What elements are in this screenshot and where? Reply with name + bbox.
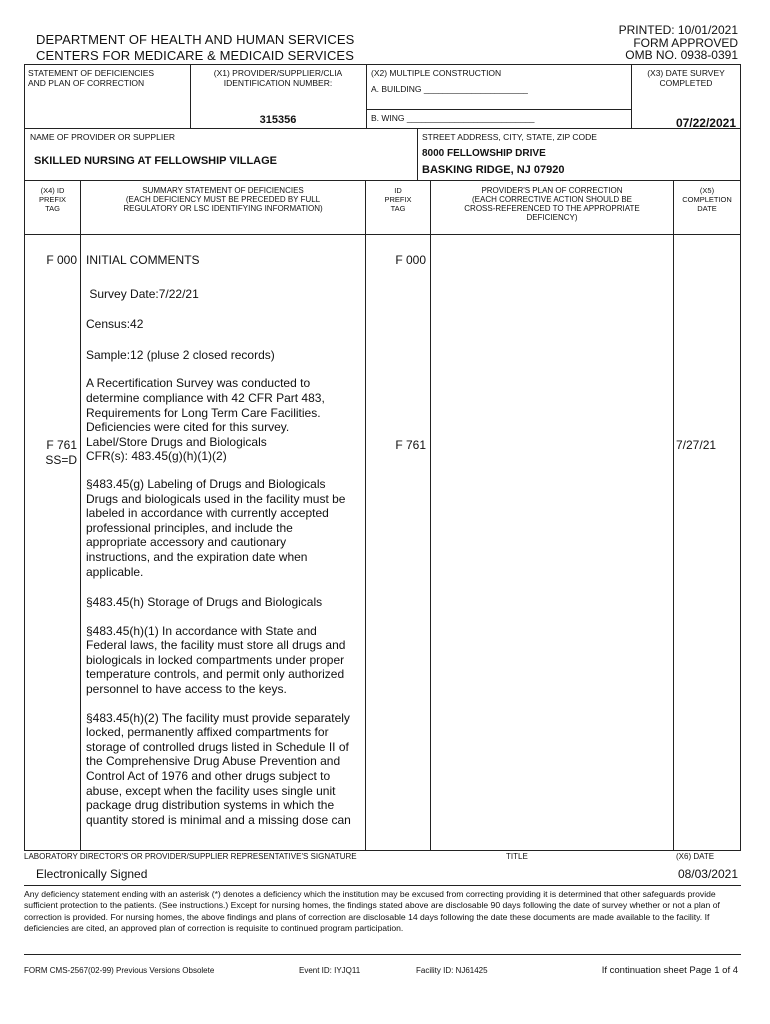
address-label: STREET ADDRESS, CITY, STATE, ZIP CODE	[422, 132, 597, 142]
regulation-g: §483.45(g) Labeling of Drugs and Biologicals Drugs and biologicals used in the facility must be labeled in accordance with currently accepted professional principles, and include the appropriate accessory and cautionary instructions, and the expiration date when applicable.	[86, 476, 346, 579]
omb-number: OMB NO. 0938-0391	[625, 48, 738, 62]
facility-id: Facility ID: NJ61425	[416, 966, 488, 975]
tag-f761: F 761	[46, 438, 77, 452]
summary-text	[86, 253, 364, 842]
department-title: DEPARTMENT OF HEALTH AND HUMAN SERVICES	[36, 32, 355, 47]
cfr-reference: CFR(s): 483.45(g)(h)(1)(2)	[86, 449, 227, 464]
initial-comments-heading: INITIAL COMMENTS	[86, 253, 200, 267]
regulation-h1: §483.45(h)(1) In accordance with State and Federal laws, the facility must store all drugs and biologicals in locked compartments under proper temperature controls, and permit only authorized personnel to have access to the keys.	[86, 623, 346, 697]
provider-id-number: 315356	[259, 114, 297, 126]
provider-name-label: NAME OF PROVIDER OR SUPPLIER	[30, 132, 175, 142]
x5-header: (X5) COMPLETION DATE	[682, 186, 732, 213]
provider-name: SKILLED NURSING AT FELLOWSHIP VILLAGE	[34, 155, 278, 167]
address-line-1: 8000 FELLOWSHIP DRIVE	[422, 148, 546, 159]
survey-date: Survey Date:7/22/21	[86, 286, 199, 301]
building-field: A. BUILDING ______________________	[371, 84, 528, 94]
regulation-h2: §483.45(h)(2) The facility must provide separately locked, permanently affixed compartments for storage of controlled drugs listed in Schedule II of the Comprehensive Drug Abuse Prevention and Control Act of 1976 and other drugs subject to abuse, except when the facility uses single unit package drug distribution systems in which the quantity stored is minimal and a missing dose can	[86, 710, 351, 827]
plan-header: PROVIDER'S PLAN OF CORRECTION (EACH CORRECTIVE ACTION SHOULD BE CROSS-REFERENCED TO THE APPROPRIATE DEFICIENCY)	[464, 186, 640, 222]
label-store-heading: Label/Store Drugs and Biologicals	[86, 434, 267, 449]
event-id: Event ID: IYJQ11	[299, 966, 361, 975]
x3-label: (X3) DATE SURVEY COMPLETED	[647, 68, 725, 88]
address-line-2: BASKING RIDGE, NJ 07920	[422, 164, 565, 176]
disclaimer-footnote: Any deficiency statement ending with an asterisk (*) denotes a deficiency which the institution may be excused from correcting providing it is determined that other safeguards provide sufficient protection to the patients. (See instructions.) Except for nursing homes, the findings stated above are disclosable 90 days following the date of survey whether or not a plan of correction is provided. For nursing homes, the above findings and plans of correction are disclosable 14 days following the date these documents are made available to the facility. If deficiencies are cited, an approved plan of correction is requisite to continued program participation.	[24, 889, 720, 934]
date-label: (X6) DATE	[676, 852, 715, 861]
survey-completed-date: 07/22/2021	[675, 116, 736, 130]
scope-severity: SS=D	[45, 453, 77, 467]
sample: Sample:12 (pluse 2 closed records)	[86, 347, 275, 362]
wing-field: B. WING ___________________________	[371, 113, 535, 123]
x4-header: (X4) ID PREFIX TAG	[38, 186, 67, 213]
signature-label: LABORATORY DIRECTOR'S OR PROVIDER/SUPPLIER REPRESENTATIVE'S SIGNATURE	[24, 852, 357, 861]
statement-label: STATEMENT OF DEFICIENCIES AND PLAN OF CORRECTION	[28, 68, 155, 88]
completion-date-f761: 7/27/21	[676, 438, 717, 452]
title-label: TITLE	[506, 852, 528, 861]
printed-date: PRINTED: 10/01/2021	[618, 23, 738, 37]
form-approved: FORM APPROVED	[633, 36, 738, 50]
summary-header: SUMMARY STATEMENT OF DEFICIENCIES (EACH DEFICIENCY MUST BE PRECEDED BY FULL REGULATORY OR LSC IDENTIFYING INFORMATION)	[123, 186, 323, 213]
page-number: If continuation sheet Page 1 of 4	[601, 965, 738, 976]
id-tag-f761: F 761	[395, 438, 426, 452]
multiple-construction-label: (X2) MULTIPLE CONSTRUCTION	[371, 68, 502, 78]
signature-date: 08/03/2021	[677, 867, 738, 881]
form-number: FORM CMS-2567(02-99) Previous Versions Obsolete	[24, 966, 215, 975]
signature-value: Electronically Signed	[36, 867, 148, 881]
x1-label: (X1) PROVIDER/SUPPLIER/CLIA IDENTIFICATION NUMBER:	[213, 68, 343, 88]
regulation-h: §483.45(h) Storage of Drugs and Biologicals	[86, 595, 323, 610]
recertification-paragraph: A Recertification Survey was conducted to determine compliance with 42 CFR Part 483, Requirements for Long Term Care Facilities. Deficiencies were cited for this survey.	[86, 376, 325, 435]
centers-title: CENTERS FOR MEDICARE & MEDICAID SERVICES	[36, 48, 354, 63]
census: Census:42	[86, 317, 144, 332]
tag-f000: F 000	[46, 253, 77, 267]
id-tag-f000: F 000	[395, 253, 426, 267]
id-header: ID PREFIX TAG	[384, 186, 412, 213]
